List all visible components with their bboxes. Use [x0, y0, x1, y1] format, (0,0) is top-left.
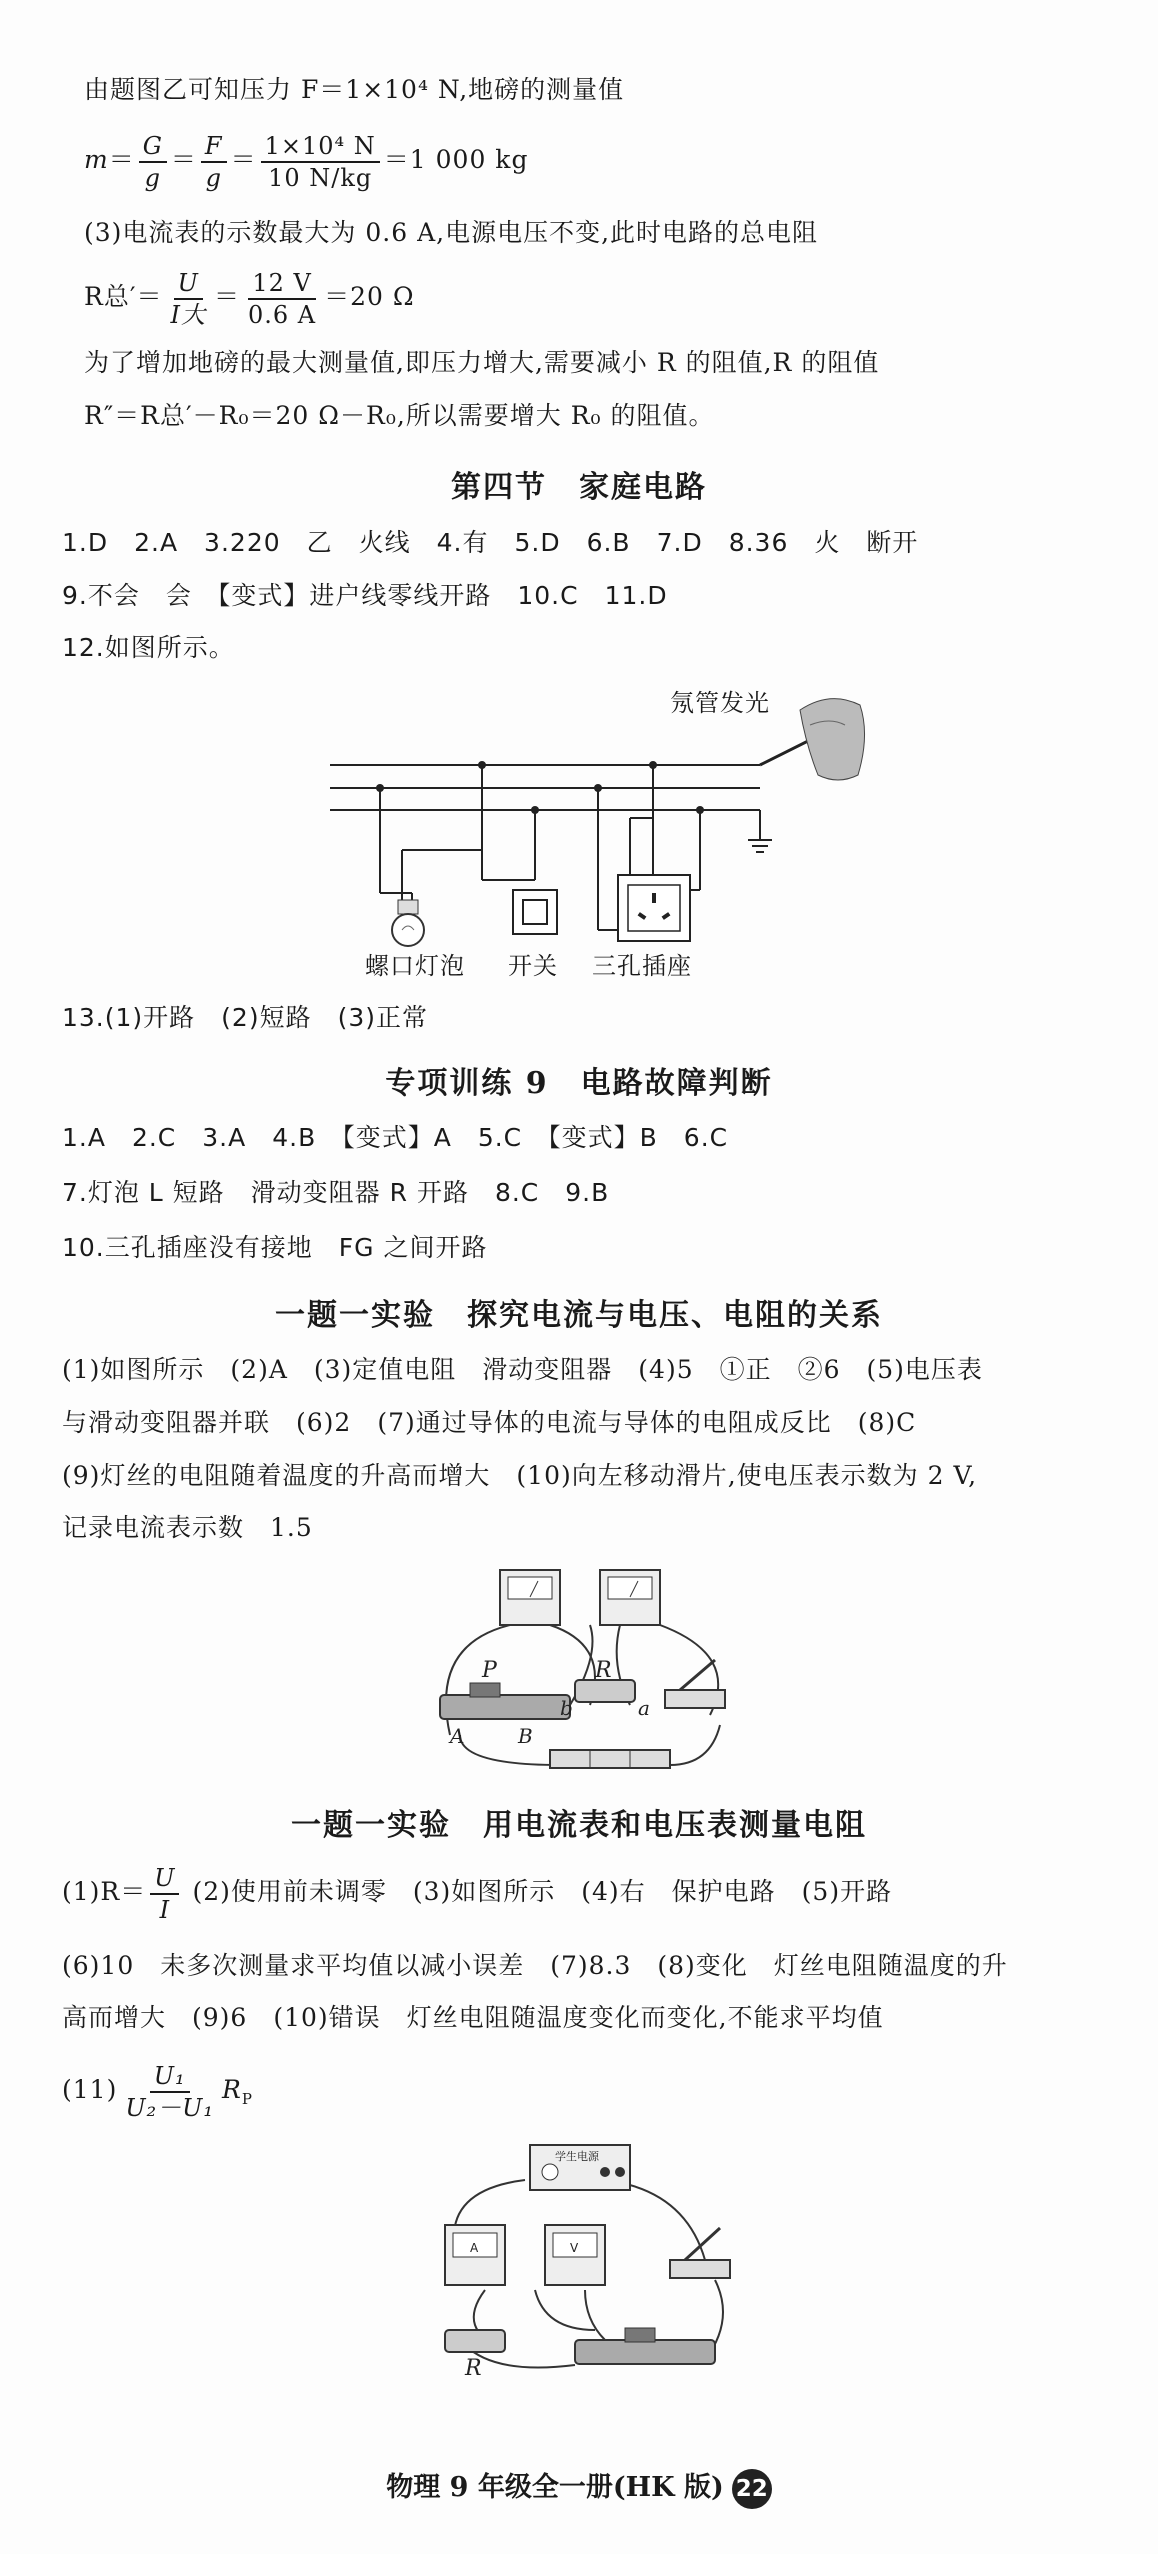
formula-resistance: R总′＝ $\frac{U}{\text{I大}}$ ＝ $\frac{12 V}{0.6 A}$ ＝20 Ω	[84, 268, 415, 329]
socket-icon	[618, 875, 690, 941]
section-title: 专项训练 9 电路故障判断	[385, 1066, 773, 1101]
label-bulb: 螺口灯泡	[365, 952, 465, 980]
answer-line: 1.D 2.A 3.220 乙 火线 4.有 5.D 6.B 7.D 8.36 火 断开	[62, 528, 919, 557]
text-line: (6)10 未多次测量求平均值以减小误差 (7)8.3 (8)变化 灯丝电阻随温度的升	[62, 1951, 1008, 1980]
rheostat-icon	[575, 2328, 715, 2364]
ammeter-icon	[500, 1570, 560, 1625]
answer-line: 10.三孔插座没有接地 FG 之间开路	[62, 1233, 488, 1262]
resistor-icon	[575, 1680, 635, 1702]
household-circuit-figure	[320, 680, 880, 990]
answer-line: 13.(1)开路 (2)短路 (3)正常	[62, 1003, 428, 1032]
label-switch: 开关	[508, 952, 558, 980]
page-number: 22	[732, 2469, 772, 2509]
rheostat-icon	[440, 1683, 570, 1719]
text-line: R″＝R总′－R₀＝20 Ω－R₀,所以需要增大 R₀ 的阻值。	[84, 401, 715, 430]
label-R: R	[465, 2356, 482, 2380]
footer-text: 物理 9 年级全一册(HK 版)	[386, 2472, 724, 2503]
text-line: (9)灯丝的电阻随着温度的升高而增大 (10)向左移动滑片,使电压表示数为 2 V,	[62, 1461, 978, 1490]
label-neon: 氖管发光	[670, 689, 770, 717]
section-title: 第四节 家庭电路	[451, 470, 707, 505]
label-V: V	[570, 2241, 579, 2255]
label-power: 学生电源	[555, 2150, 599, 2163]
label-A: A	[450, 1724, 465, 1748]
switch-icon	[665, 1660, 725, 1708]
text-line: (1)如图所示 (2)A (3)定值电阻 滑动变阻器 (4)5 ①正 ②6 (5)电压表	[62, 1355, 983, 1384]
label-a: a	[638, 1696, 650, 1720]
switch-icon	[670, 2228, 730, 2278]
formula-rx: (11) $\frac{\text{U₁}}{\text{U₂－U₁}}$ $R_P$	[62, 2061, 253, 2122]
formula-mass: m＝ $\frac{G}{g}$ ＝ $\frac{F}{g}$ ＝ $\frac{\text{1×10⁴ N}}{10 N/kg}$ ＝1 000 kg	[84, 131, 529, 192]
section-title: 一题一实验 探究电流与电压、电阻的关系	[275, 1298, 883, 1333]
answer-line: 9.不会 会 【变式】进户线零线开路 10.C 11.D	[62, 581, 668, 610]
voltmeter-icon	[545, 2225, 605, 2285]
page-footer	[0, 2465, 1158, 2509]
voltmeter-icon	[600, 1570, 660, 1625]
answer-line: 12.如图所示。	[62, 633, 235, 662]
text-line: (1)R＝ $\frac{U}{I}$ (2)使用前未调零 (3)如图所示 (4)右 保护电路 (5)开路	[62, 1863, 893, 1924]
text-line: 高而增大 (9)6 (10)错误 灯丝电阻随温度变化而变化,不能求平均值	[62, 2003, 884, 2032]
test-pen-icon	[760, 699, 865, 780]
label-socket: 三孔插座	[592, 952, 692, 980]
label-A: A	[470, 2241, 479, 2255]
text-line: 记录电流表示数 1.5	[62, 1513, 313, 1542]
label-B: B	[518, 1724, 533, 1748]
label-P: P	[482, 1658, 497, 1683]
answer-line: 7.灯泡 L 短路 滑动变阻器 R 开路 8.C 9.B	[62, 1178, 610, 1207]
text-line: 与滑动变阻器并联 (6)2 (7)通过导体的电流与导体的电阻成反比 (8)C	[62, 1408, 917, 1437]
label-R: R	[595, 1658, 612, 1683]
text-line: (3)电流表的示数最大为 0.6 A,电源电压不变,此时电路的总电阻	[84, 218, 819, 247]
text-line: 由题图乙可知压力 F＝1×10⁴ N,地磅的测量值	[84, 75, 625, 104]
bulb-icon	[392, 900, 424, 946]
label-b: b	[560, 1696, 573, 1720]
experiment1-circuit-figure	[420, 1565, 740, 1775]
text-line: 为了增加地磅的最大测量值,即压力增大,需要减小 R 的阻值,R 的阻值	[84, 348, 880, 377]
experiment2-circuit-figure	[425, 2140, 745, 2380]
ammeter-icon	[445, 2225, 505, 2285]
battery-icon	[550, 1750, 670, 1768]
switch-icon	[513, 890, 557, 934]
answer-line: 1.A 2.C 3.A 4.B 【变式】A 5.C 【变式】B 6.C	[62, 1123, 729, 1152]
resistor-icon	[445, 2330, 505, 2352]
section-title: 一题一实验 用电流表和电压表测量电阻	[291, 1808, 867, 1843]
